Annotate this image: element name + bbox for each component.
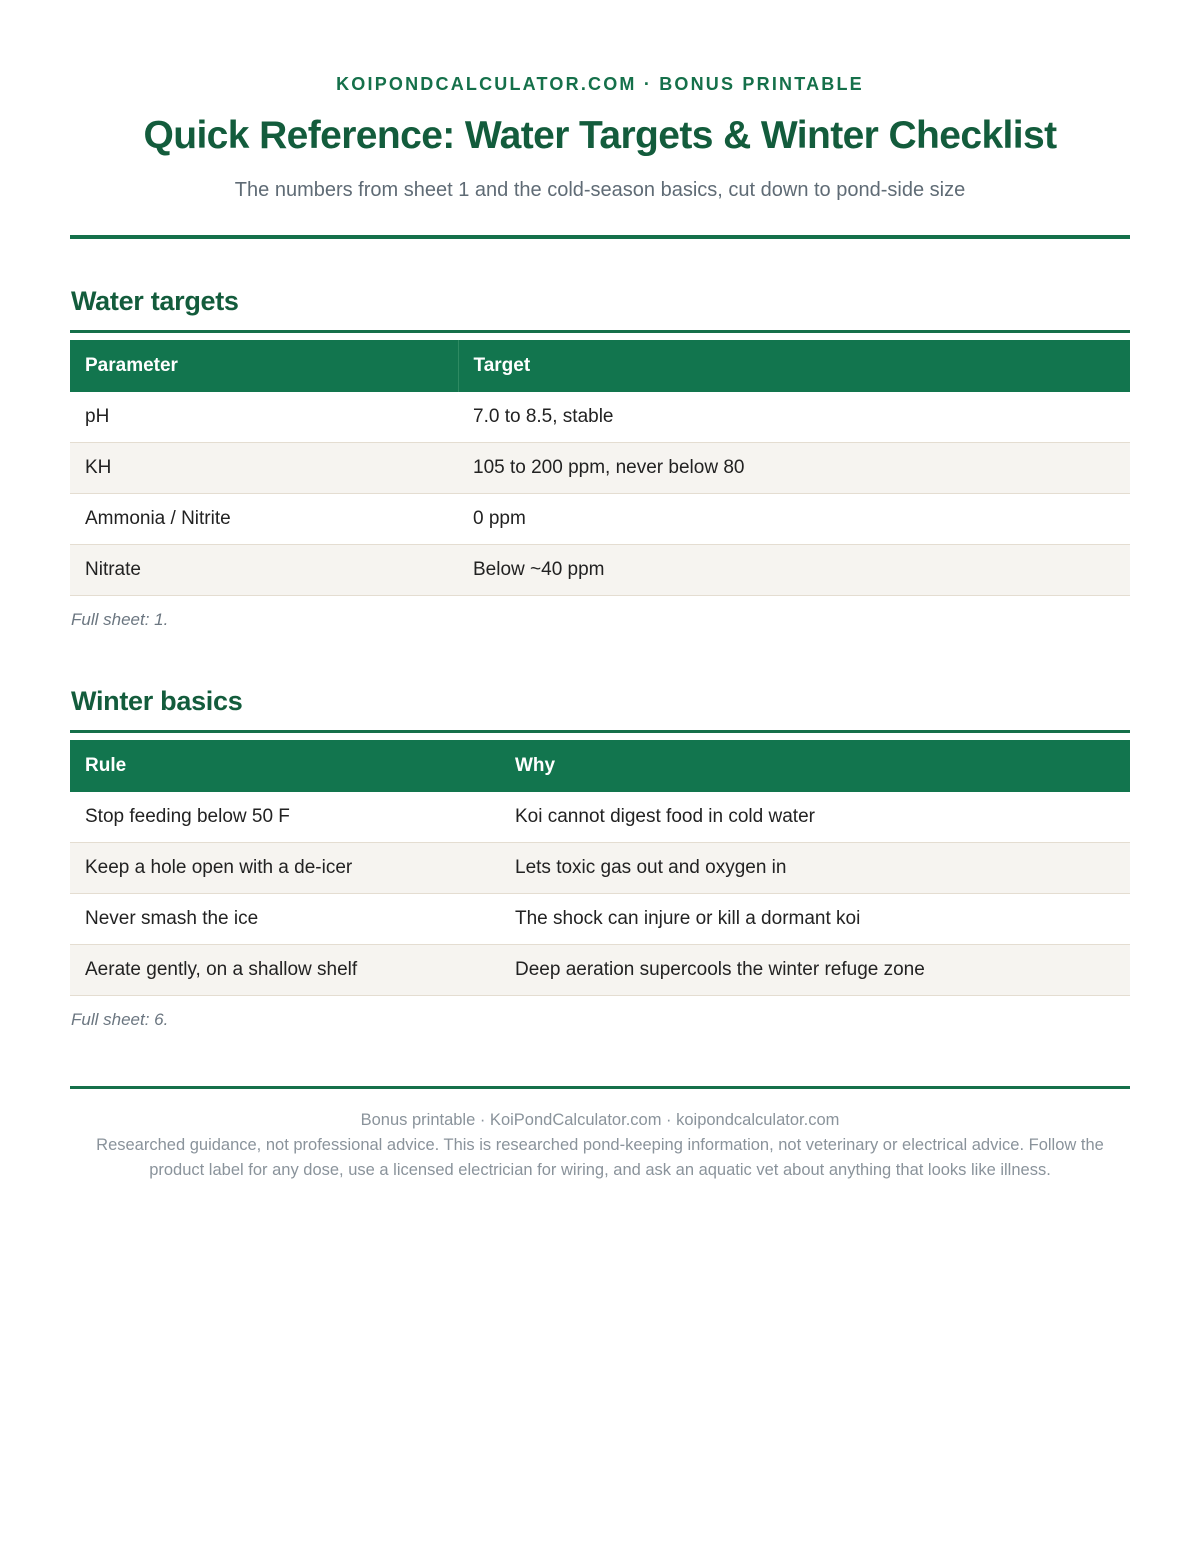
page-title: Quick Reference: Water Targets & Winter Checklist [143, 114, 1057, 157]
water-targets-divider [70, 330, 1130, 333]
winter-basics-heading: Winter basics [71, 686, 243, 716]
why-cell: Koi cannot digest food in cold water [500, 792, 1130, 843]
table-header-row [70, 340, 1130, 392]
column-header-target: Target [458, 340, 1130, 392]
water-targets-note: Full sheet: 1. [71, 610, 169, 629]
parameter-cell: Nitrate [70, 545, 458, 596]
table-row [70, 443, 1130, 494]
table-row [70, 792, 1130, 843]
footer-disclaimer: Researched guidance, not professional advice. This is researched pond-keeping information, not veterinary or electrical advice. Follow the product label for any dose, use a licensed electrician for wiring, and ask an aquatic vet about anything that looks like illness. [96, 1136, 1104, 1179]
target-cell: 0 ppm [458, 494, 1130, 545]
footer-credit: Bonus printable · KoiPondCalculator.com · koipondcalculator.com [360, 1111, 840, 1129]
water-targets-table [70, 340, 1130, 596]
table-row [70, 545, 1130, 596]
target-cell: 105 to 200 ppm, never below 80 [458, 443, 1130, 494]
table-row [70, 843, 1130, 894]
header-divider [70, 235, 1130, 239]
target-cell: Below ~40 ppm [458, 545, 1130, 596]
rule-cell: Aerate gently, on a shallow shelf [70, 945, 500, 996]
water-targets-heading: Water targets [71, 286, 239, 316]
winter-basics-divider [70, 730, 1130, 733]
target-cell: 7.0 to 8.5, stable [458, 392, 1130, 443]
winter-basics-table [70, 740, 1130, 996]
table-row [70, 494, 1130, 545]
table-row [70, 945, 1130, 996]
why-cell: The shock can injure or kill a dormant koi [500, 894, 1130, 945]
column-header-parameter: Parameter [70, 340, 458, 392]
parameter-cell: KH [70, 443, 458, 494]
rule-cell: Stop feeding below 50 F [70, 792, 500, 843]
rule-cell: Never smash the ice [70, 894, 500, 945]
column-header-why: Why [500, 740, 1130, 792]
table-row [70, 894, 1130, 945]
why-cell: Deep aeration supercools the winter refuge zone [500, 945, 1130, 996]
table-row [70, 392, 1130, 443]
rule-cell: Keep a hole open with a de-icer [70, 843, 500, 894]
table-header-row [70, 740, 1130, 792]
parameter-cell: pH [70, 392, 458, 443]
site-kicker: KOIPONDCALCULATOR.COM · BONUS PRINTABLE [336, 74, 864, 94]
page-subtitle: The numbers from sheet 1 and the cold-season basics, cut down to pond-side size [234, 179, 966, 201]
why-cell: Lets toxic gas out and oxygen in [500, 843, 1130, 894]
footer [80, 1108, 1120, 1183]
parameter-cell: Ammonia / Nitrite [70, 494, 458, 545]
winter-basics-note: Full sheet: 6. [71, 1010, 169, 1029]
column-header-rule: Rule [70, 740, 500, 792]
footer-divider [70, 1086, 1130, 1089]
